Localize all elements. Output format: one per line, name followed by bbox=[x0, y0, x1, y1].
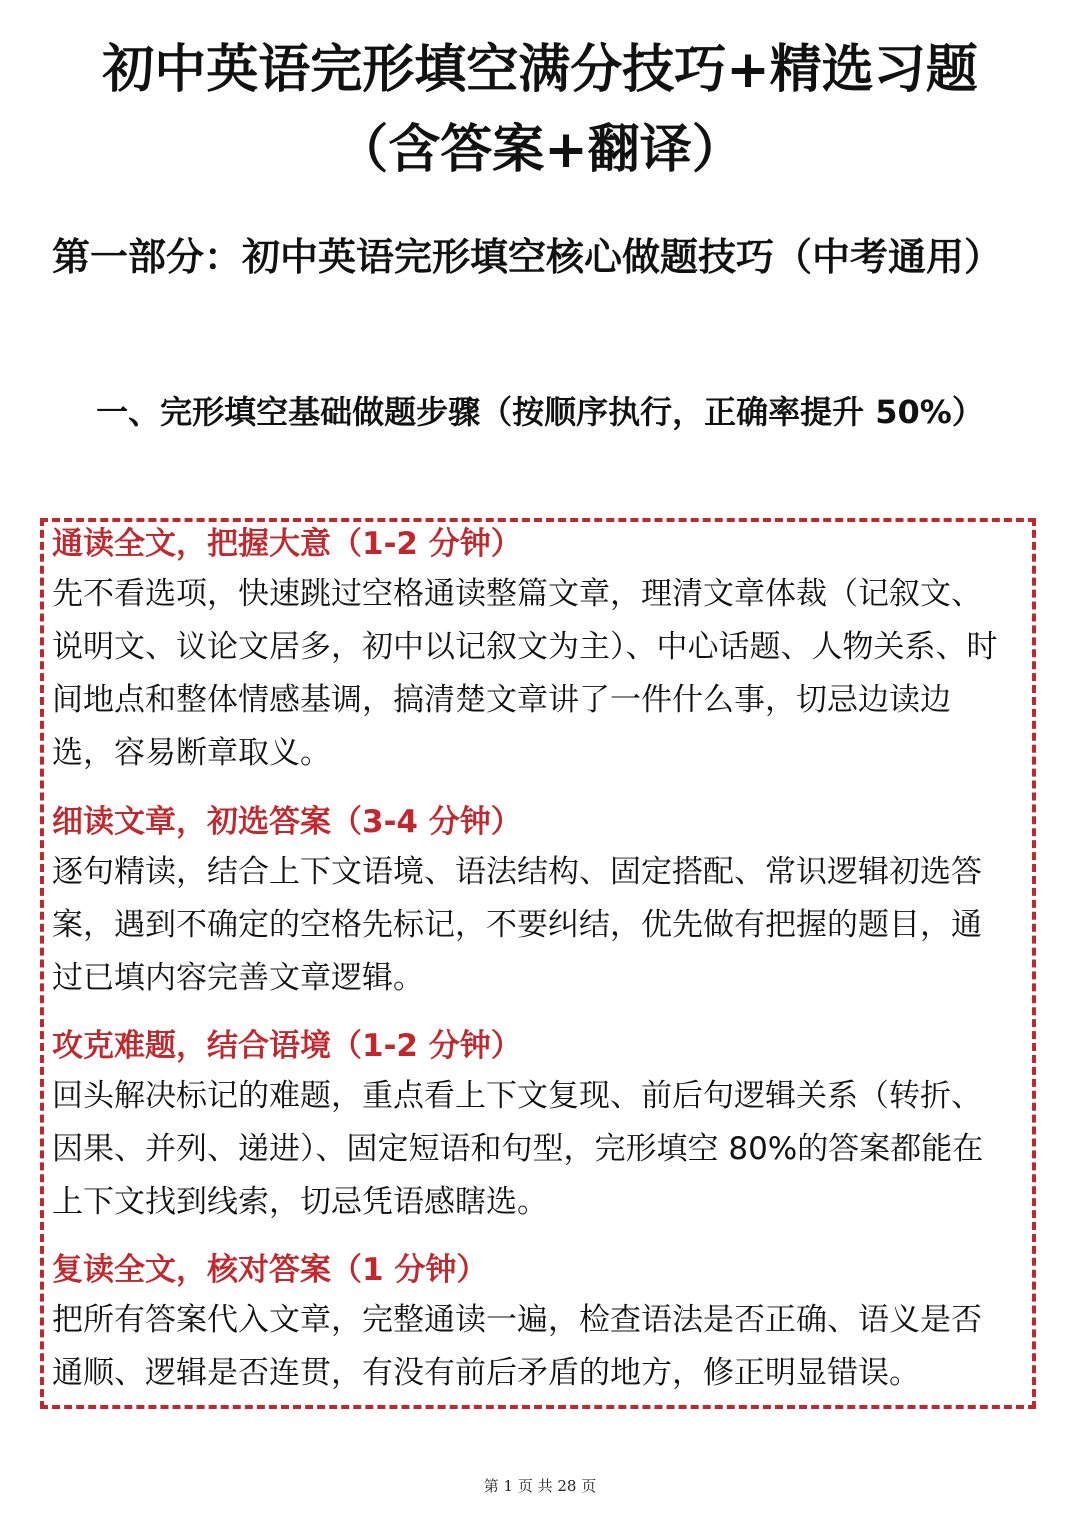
step-body: 逐句精读，结合上下文语境、语法结构、固定搭配、常识逻辑初选答案，遇到不确定的空格先标记，不要纠结，优先做有把握的题目，通过已填内容完善文章逻辑。 bbox=[52, 854, 982, 996]
step-item bbox=[52, 802, 1010, 1005]
step-item bbox=[52, 1026, 1010, 1229]
step-title: 复读全文，核对答案（1 分钟） bbox=[52, 1252, 488, 1288]
step-title: 通读全文，把握大意（1-2 分钟） bbox=[52, 526, 522, 562]
document-title-line-1: 初中英语完形填空满分技巧+精选习题 bbox=[102, 40, 978, 100]
part-heading: 第一部分：初中英语完形填空核心做题技巧（中考通用） bbox=[52, 235, 1003, 279]
step-item bbox=[52, 1250, 1010, 1400]
step-item bbox=[52, 524, 1010, 780]
step-title: 攻克难题，结合语境（1-2 分钟） bbox=[52, 1028, 522, 1064]
steps-box bbox=[40, 518, 1036, 1409]
step-body: 回头解决标记的难题，重点看上下文复现、前后句逻辑关系（转折、因果、并列、递进）、固定短语和句型，完形填空 80%的答案都能在上下文找到线索，切忌凭语感瞎选。 bbox=[52, 1078, 984, 1220]
step-body: 先不看选项，快速跳过空格通读整篇文章，理清文章体裁（记叙文、说明文、议论文居多，初中以记叙文为主）、中心话题、人物关系、时间地点和整体情感基调，搞清楚文章讲了一件什么事，切忌边读边选，容易断章取义。 bbox=[52, 576, 998, 771]
step-title: 细读文章，初选答案（3-4 分钟） bbox=[52, 804, 522, 840]
section-heading: 一、完形填空基础做题步骤（按顺序执行，正确率提升 50%） bbox=[96, 393, 984, 431]
step-body: 把所有答案代入文章，完整通读一遍，检查语法是否正确、语义是否通顺、逻辑是否连贯，有没有前后矛盾的地方，修正明显错误。 bbox=[52, 1302, 982, 1391]
page-footer: 第 1 页 共 28 页 bbox=[483, 1477, 597, 1495]
document-title-line-2: （含答案+翻译） bbox=[336, 120, 744, 180]
